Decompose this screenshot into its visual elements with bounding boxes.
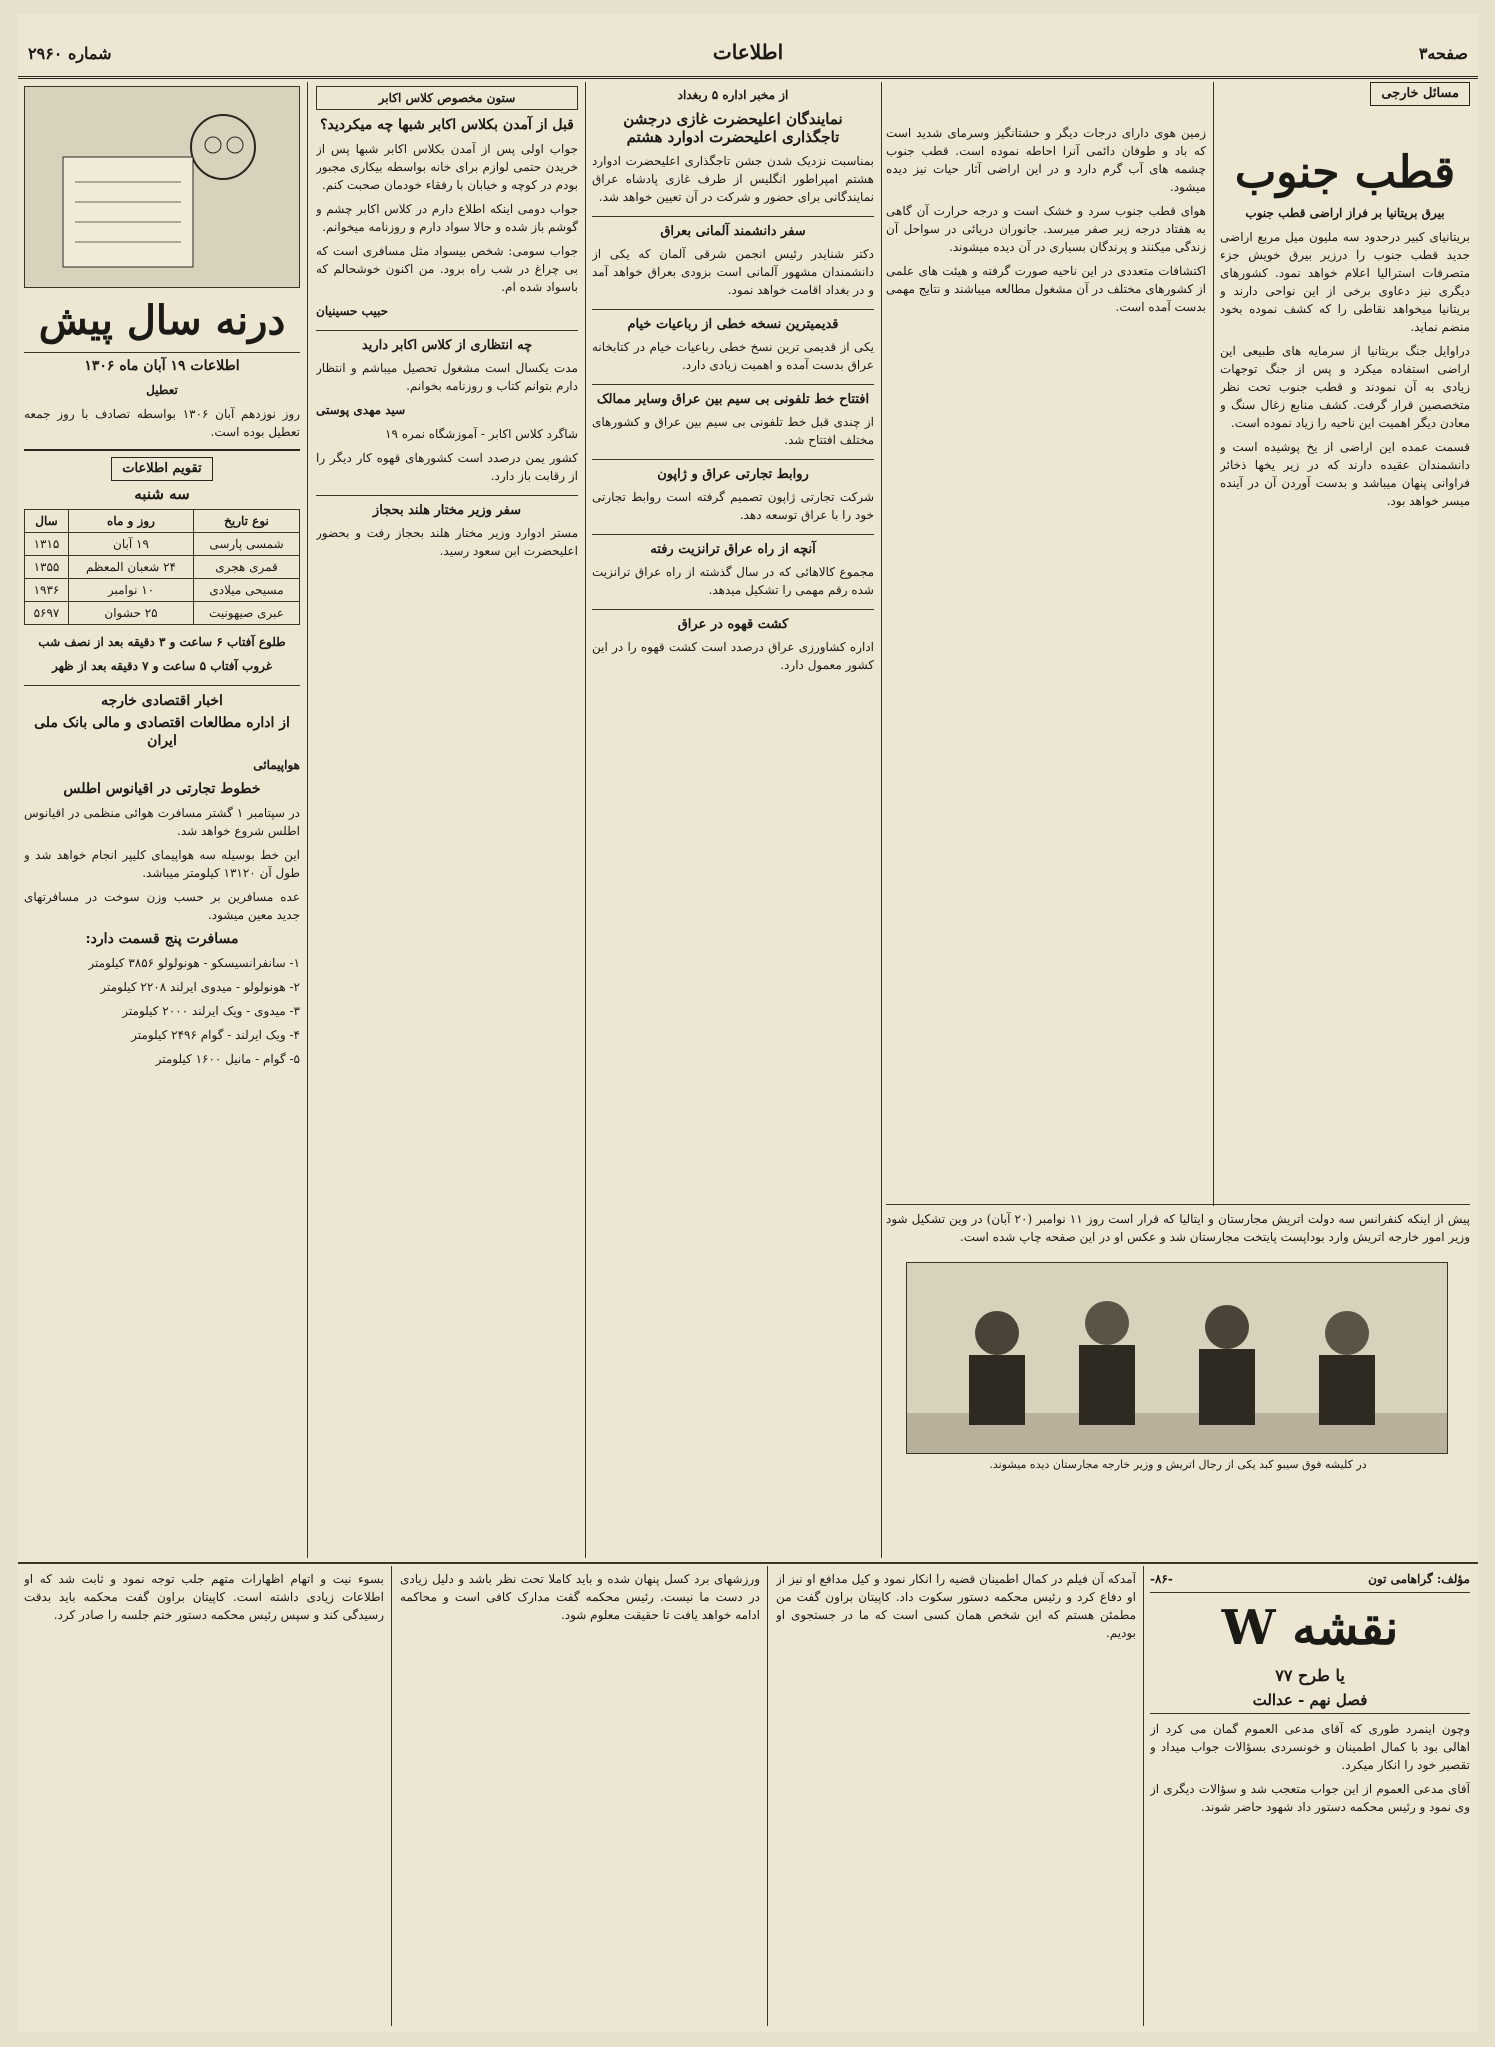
photo-caption-top: پیش از اینکه کنفرانس سه دولت اتریش مجارستان و ایتالیا که قرار است روز ۱۱ نوامبر (۲۰ آبان) در وین تشکیل شود وزیر امور خارجه اتریش وارد بوداپست پایتخت مجارستان شد و عکس او در این صفحه چاپ شده است. xyxy=(886,1212,1470,1244)
news-paragraph: از چندی قبل خط تلفونی بی سیم بین عراق و کشورهای مختلف افتتاح شد. xyxy=(592,415,874,447)
article-paragraph: هوای قطب جنوب سرد و خشک است و درجه حرارت آن گاهی به هفتاد درجه زیر صفر میرسد. جانوران دریائی در سواحل آن زندگی میکنند و پرندگان بسیاری در آن دیده میشوند. xyxy=(886,204,1206,254)
calendar-cell: ۵۶۹۷ xyxy=(25,602,69,625)
news-headline: سفر دانشمند آلمانی بعراق xyxy=(592,216,874,241)
serial-paragraph: بسوء نیت و اتهام اظهارات متهم جلب توجه نمود و ثابت شد که او اطلاعات زیادی داشته است. کاپیتان براون گفت محکمه باید بدقت رسیدگی کند و سپس رئیس محکمه دستور ختم جلسه را صادر کرد. xyxy=(24,1572,384,1622)
article-paragraph: قسمت عمده این اراضی از یخ پوشیده است و دانشمندان عقیده دارند که در زیر یخها ذخائر فراوانی پنهان میباشد و بدست آوردن آن در آینده میسر خواهد بود. xyxy=(1220,440,1470,508)
reader-illustration xyxy=(24,86,300,288)
serial-column-3 xyxy=(400,1570,760,2026)
news-headline: نمایندگان اعلیحضرت غازی درجشن تاجگذاری اعلیحضرت ادوارد هشتم xyxy=(623,110,843,146)
newspaper-page xyxy=(18,14,1478,2032)
news-headline: قدیمیترین نسخه خطی از رباعیات خیام xyxy=(592,309,874,334)
news-headline: افتتاح خط تلفونی بی سیم بین عراق وسایر ممالک xyxy=(592,384,874,409)
article-title: قطب جنوب xyxy=(1234,147,1456,198)
news-headline: روابط تجارتی عراق و ژاپون xyxy=(592,459,874,484)
routes-heading: مسافرت پنج قسمت دارد: xyxy=(85,931,239,947)
baghdad-news-column xyxy=(592,82,874,1552)
calendar-cell: ۱۳۱۵ xyxy=(25,533,69,556)
serial-chapter: فصل نهم - عدالت xyxy=(1150,1691,1470,1714)
section-headline: چه انتظاری از کلاس اکابر دارید xyxy=(316,330,578,355)
serial-column-2 xyxy=(776,1570,1136,2026)
holiday-heading: تعطیل xyxy=(146,383,178,397)
column-divider xyxy=(585,82,586,1558)
section-label: مسائل خارجی xyxy=(1370,82,1470,106)
section-paragraph: مدت یکسال است مشغول تحصیل میباشم و انتظار دارم بتوانم کتاب و روزنامه بخوانم. xyxy=(316,361,578,393)
news-headline: آنچه از راه عراق ترانزیت رفته xyxy=(592,534,874,559)
photo-rule xyxy=(886,1204,1470,1205)
sunset-time: غروب آفتاب ۵ ساعت و ۷ دقیقه بعد از ظهر xyxy=(51,659,273,673)
calendar-cell: ۱۹ آبان xyxy=(68,533,193,556)
column-divider xyxy=(391,1566,392,2026)
bank-heading: از اداره مطالعات اقتصادی و مالی بانک ملی ایران xyxy=(34,715,290,749)
article-paragraph: بریتانیای کبیر درحدود سه ملیون میل مربع اراضی جدید قطب جنوب را درزیر بیرق خویش جزء متصرفات استرالیا اعلام خواهد نمود. کشورهای دیگری نیز دعاوی برخی از این نواحی دارند و بریتانیا میخواهد نقاطی را که کشف نموده بخود منضم نماید. xyxy=(1220,230,1470,334)
section-headline: قبل از آمدن بکلاس اکابر شبها چه میکردید؟ xyxy=(320,117,574,133)
conference-photo xyxy=(906,1262,1448,1454)
news-paragraph: اداره کشاورزی عراق درصدد است کشت قهوه را در این کشور معمول دارد. xyxy=(592,640,874,672)
atlantic-heading: خطوط تجارتی در اقیانوس اطلس xyxy=(63,781,261,797)
nine-years-ago-date: اطلاعات ۱۹ آبان ماه ۱۳۰۶ xyxy=(24,352,300,375)
news-paragraph: شرکت تجارتی ژاپون تصمیم گرفته است روابط تجارتی خود را با عراق توسعه دهد. xyxy=(592,490,874,522)
calendar-cell: ۲۵ حشوان xyxy=(68,602,193,625)
serial-subtitle: یا طرح ۷۷ xyxy=(1275,1666,1345,1685)
south-pole-column-2 xyxy=(886,124,1206,1194)
route-item: ۲- هونولولو - میدوی ایرلند ۲۲۰۸ کیلومتر xyxy=(100,980,300,994)
calendar-cell: ۲۴ شعبان المعظم xyxy=(68,556,193,579)
calendar-cell: شمسی پارسی xyxy=(194,533,300,556)
page-header xyxy=(18,32,1478,79)
column-kicker: ستون مخصوص کلاس اکابر xyxy=(316,86,578,110)
left-column xyxy=(24,82,300,1552)
serial-author: مؤلف: گراهامی تون xyxy=(1368,1572,1470,1586)
column-divider xyxy=(881,82,882,1558)
nine-years-ago-title: درنه سال پیش xyxy=(38,297,286,344)
route-item: ۱- سانفرانسیسکو - هونولولو ۳۸۵۶ کیلومتر xyxy=(88,956,300,970)
column-divider xyxy=(767,1566,768,2026)
masthead: اطلاعات xyxy=(712,40,784,64)
south-pole-column xyxy=(1220,82,1470,1202)
aviation-paragraph: عده مسافرین بر حسب وزن سوخت در مسافرتهای جدید معین میشود. xyxy=(24,890,300,922)
news-headline: کشت قهوه در عراق xyxy=(592,609,874,634)
serial-number: -۸۶- xyxy=(1150,1572,1173,1586)
serial-paragraph: آقای مدعی العموم از این جواب متعجب شد و سؤالات دیگری از وی نمود و رئیس محکمه دستور داد شهود حاضر شوند. xyxy=(1150,1782,1470,1814)
news-paragraph: دکتر شنایدر رئیس انجمن شرقی آلمان که یکی از دانشمندان مشهور آلمانی است بزودی بعراق خواهد آمد و در بغداد اقامت خواهد نمود. xyxy=(592,247,874,297)
article-paragraph: زمین هوی دارای درجات دیگر و حشتانگیز وسرمای شدید است که باد و طوفان دائمی آنرا احاطه نموده است. قطب جنوب چشمه های آب گرم دارد و در این اراضی آثار حیات نیز دیده میشود. xyxy=(886,126,1206,194)
calendar-cell: مسیحی میلادی xyxy=(194,579,300,602)
calendar-header: سال xyxy=(25,510,69,533)
calendar-cell: عبری صیهونیت xyxy=(194,602,300,625)
adult-class-column xyxy=(316,82,578,1552)
photo-caption-bottom: در کلیشه فوق سیبو کبد یکی از رجال اتریش و وزیر خارجه مجارستان دیده میشوند. xyxy=(989,1458,1367,1471)
aviation-paragraph: این خط بوسیله سه هواپیمای کلیپر انجام خواهد شد و طول آن ۱۳۱۲۰ کیلومتر میباشد. xyxy=(24,848,300,880)
calendar-day: سه شنبه xyxy=(134,485,190,503)
column-divider xyxy=(1143,1566,1144,2026)
serial-title: نقشه W xyxy=(1221,1600,1399,1656)
section-paragraph: جواب اولی پس از آمدن بکلاس اکابر شبها پس از خریدن حتمی لوازم برای خانه بواسطه بیکاری مجبور بودم در کوچه و خیابان با رفقاء خودمان صحبت کنم. xyxy=(316,142,578,192)
article-subtitle: بیرق بریتانیا بر فراز اراضی قطب جنوب xyxy=(1245,206,1445,220)
section-paragraph: جواب سومی: شخص بیسواد مثل مسافری است که بی چراغ در شب راه برود. من اکنون خوشحالم که باسواد شده ام. xyxy=(316,244,578,294)
calendar-row xyxy=(25,556,300,579)
calendar-header: روز و ماه xyxy=(68,510,193,533)
calendar-row xyxy=(25,602,300,625)
author-signature: حبیب حسینیان xyxy=(316,304,389,318)
column-divider xyxy=(307,82,308,1558)
news-paragraph: بمناسبت نزدیک شدن جشن تاجگذاری اعلیحضرت ادوارد هشتم امپراطور انگلیس از طرف غازی پادشاه عراق نمایندگانی برای حضور و شرکت در آن تعیین خواهد شد. xyxy=(592,154,874,204)
calendar-header: نوع تاریخ xyxy=(194,510,300,533)
calendar-table xyxy=(24,509,300,625)
sunrise-time: طلوع آفتاب ۶ ساعت و ۳ دقیقه بعد از نصف شب xyxy=(38,635,286,649)
news-paragraph: یکی از قدیمی ترین نسخ خطی رباعیات خیام در کتابخانه عراق بدست آمده و اهمیت زیادی دارد. xyxy=(592,340,874,372)
section-paragraph: شاگرد کلاس اکابر - آموزشگاه نمره ۱۹ xyxy=(385,427,578,441)
route-item: ۴- ویک ایرلند - گوام ۲۴۹۶ کیلومتر xyxy=(131,1028,300,1042)
holiday-text: روز نوزدهم آبان ۱۳۰۶ بواسطه تصادف با روز جمعه تعطیل بوده است. xyxy=(24,407,300,439)
serial-rule xyxy=(18,1562,1478,1564)
article-paragraph: اکتشافات متعددی در این ناحیه صورت گرفته و هیئت های علمی از کشورهای مختلف در آن مشغول مطالعه میباشند و نتایج مهمی بدست آمده است. xyxy=(886,264,1206,314)
serial-paragraph: ورزشهای برد کسل پنهان شده و باید کاملا تحت نظر باشد و دلیل زیادی در دست ما نیست. رئیس محکمه گفت مدارک کافی است و محاکمه ادامه خواهد یافت تا حقیقت معلوم شود. xyxy=(400,1572,760,1622)
calendar-cell: ۱۰ نوامبر xyxy=(68,579,193,602)
aviation-heading: هواپیمائی xyxy=(253,758,300,772)
serial-paragraph: وچون اینمرد طوری که آقای مدعی العموم گمان می کرد از اهالی بود با کمال اطمینان و خونسردی بسؤالات جواب میداد و تقصیر خود را انکار میکرد. xyxy=(1150,1722,1470,1772)
serial-title-column xyxy=(1150,1570,1470,2026)
calendar-cell: ۱۹۳۶ xyxy=(25,579,69,602)
column-divider xyxy=(1213,82,1214,1206)
column-kicker: از مخبر اداره ۵ ربغداد xyxy=(677,88,789,102)
calendar-row xyxy=(25,533,300,556)
calendar-cell: قمری هجری xyxy=(194,556,300,579)
photo-figures xyxy=(907,1263,1447,1453)
section-paragraph: مستر ادوارد وزیر مختار هلند بحجاز رفت و بحضور اعلیحضرت ابن سعود رسید. xyxy=(316,526,578,558)
section-paragraph: جواب دومی اینکه اطلاع دارم در کلاس اکابر چشم و گوشم باز شده و حالا سواد دارم و روزنامه میخوانم. xyxy=(316,202,578,234)
aviation-paragraph: در سپتامبر ۱ گشتر مسافرت هوائی منظمی در اقیانوس اطلس شروع خواهد شد. xyxy=(24,806,300,838)
news-paragraph: مجموع کالاهائی که در سال گذشته از راه عراق ترانزیت شده رقم مهمی را تشکیل میدهد. xyxy=(592,565,874,597)
calendar-row xyxy=(25,579,300,602)
economic-news-heading: اخبار اقتصادی خارجه xyxy=(24,685,300,710)
section-headline: سفر وزیر مختار هلند بحجاز xyxy=(316,495,578,520)
author-signature: سید مهدی پوستی xyxy=(316,403,406,417)
serial-paragraph: آمدکه آن فیلم در کمال اطمینان قضیه را انکار نمود و کیل مدافع او نیز از او دفاع کرد و رئیس محکمه دستور سکوت داد. کاپیتان براون گفت من مطمئن هستم که این شخص همان کسی است که ما در جستجوی او بودیم. xyxy=(776,1572,1136,1640)
calendar-cell: ۱۳۵۵ xyxy=(25,556,69,579)
issue-number: شماره ۲۹۶۰ xyxy=(28,44,112,63)
reader-figure xyxy=(24,87,299,287)
route-item: ۵- گوام - مانیل ۱۶۰۰ کیلومتر xyxy=(155,1052,300,1066)
calendar-tag: تقویم اطلاعات xyxy=(111,457,212,481)
route-item: ۳- میدوی - ویک ایرلند ۲۰۰۰ کیلومتر xyxy=(122,1004,300,1018)
section-paragraph: کشور یمن درصدد است کشورهای قهوه کار دیگر را از رقابت باز دارد. xyxy=(316,451,578,483)
article-paragraph: دراوایل جنگ بریتانیا از سرمایه های طبیعی این اراضی استفاده میکرد و پس از جنگ توجهات زیادی به آن نمودند و قطب جنوب تحت نظر متخصصین قرار گرفت. کشف منابع زغال سنگ و معادن دیگر اهمیت این ناحیه را زیاد نموده است. xyxy=(1220,344,1470,430)
page-number: صفحه۳ xyxy=(1418,44,1468,63)
serial-column-4 xyxy=(24,1570,384,2026)
